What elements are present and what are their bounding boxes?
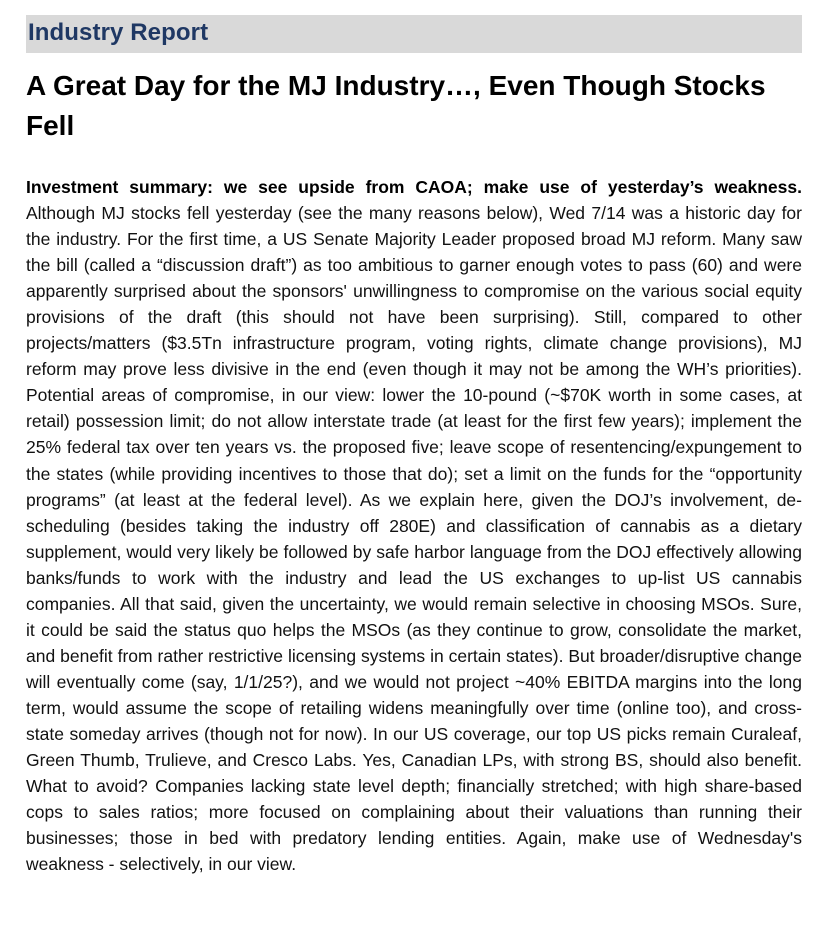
investment-summary-lead: Investment summary: we see upside from CAOA; make use of yesterday’s weakness.	[26, 177, 802, 197]
article-body-text: Although MJ stocks fell yesterday (see the many reasons below), Wed 7/14 was a historic day for the industry. For the first time, a US Senate Majority Leader proposed broad MJ reform. Many saw the bill (called a “discussion draft”) as too ambitious to garner enough votes to pass (60) and were apparently surprised about the sponsors' unwillingness to compromise on the various social equity provisions of the draft (this should not have been surprising). Still, compared to other projects/matters ($3.5Tn infrastructure program, voting rights, climate change provisions), MJ reform may prove less divisive in the end (even though it may not be among the WH’s priorities). Potential areas of compromise, in our view: lower the 10-pound (~$70K worth in some cases, at retail) possession limit; do not allow interstate trade (at least for the first few years); implement the 25% federal tax over ten years vs. the proposed five; leave scope of resentencing/expungement to the states (while providing incentives to those that do); set a limit on the funds for the “opportunity programs” (at least at the federal level). As we explain here, given the DOJ’s involvement, de-scheduling (besides taking the industry off 280E) and classification of cannabis as a dietary supplement, would very likely be followed by safe harbor language from the DOJ effectively allowing banks/funds to work with the industry and lead the US exchanges to up-list US cannabis companies. All that said, given the uncertainty, we would remain selective in choosing MSOs. Sure, it could be said the status quo helps the MSOs (as they continue to grow, consolidate the market, and benefit from rather restrictive licensing systems in certain states). But broader/disruptive change will eventually come (say, 1/1/25?), and we would not project ~40% EBITDA margins into the long term, would assume the scope of retailing widens meaningfully over time (online too), and cross-state someday arrives (though not for now). In our US coverage, our top US picks remain Curaleaf, Green Thumb, Trulieve, and Cresco Labs. Yes, Canadian LPs, with strong BS, should also benefit. What to avoid? Companies lacking state level depth; financially stretched; with high share-based cops to sales ratios; more focused on complaining about their valuations than running their businesses; those in bed with predatory lending entities. Again, make use of Wednesday's weakness - selectively, in our view.	[26, 203, 802, 875]
article-headline: A Great Day for the MJ Industry…, Even Though Stocks Fell	[26, 70, 766, 141]
section-label: Industry Report	[28, 19, 209, 46]
report-header-bar	[26, 15, 802, 53]
article-body	[26, 174, 802, 877]
